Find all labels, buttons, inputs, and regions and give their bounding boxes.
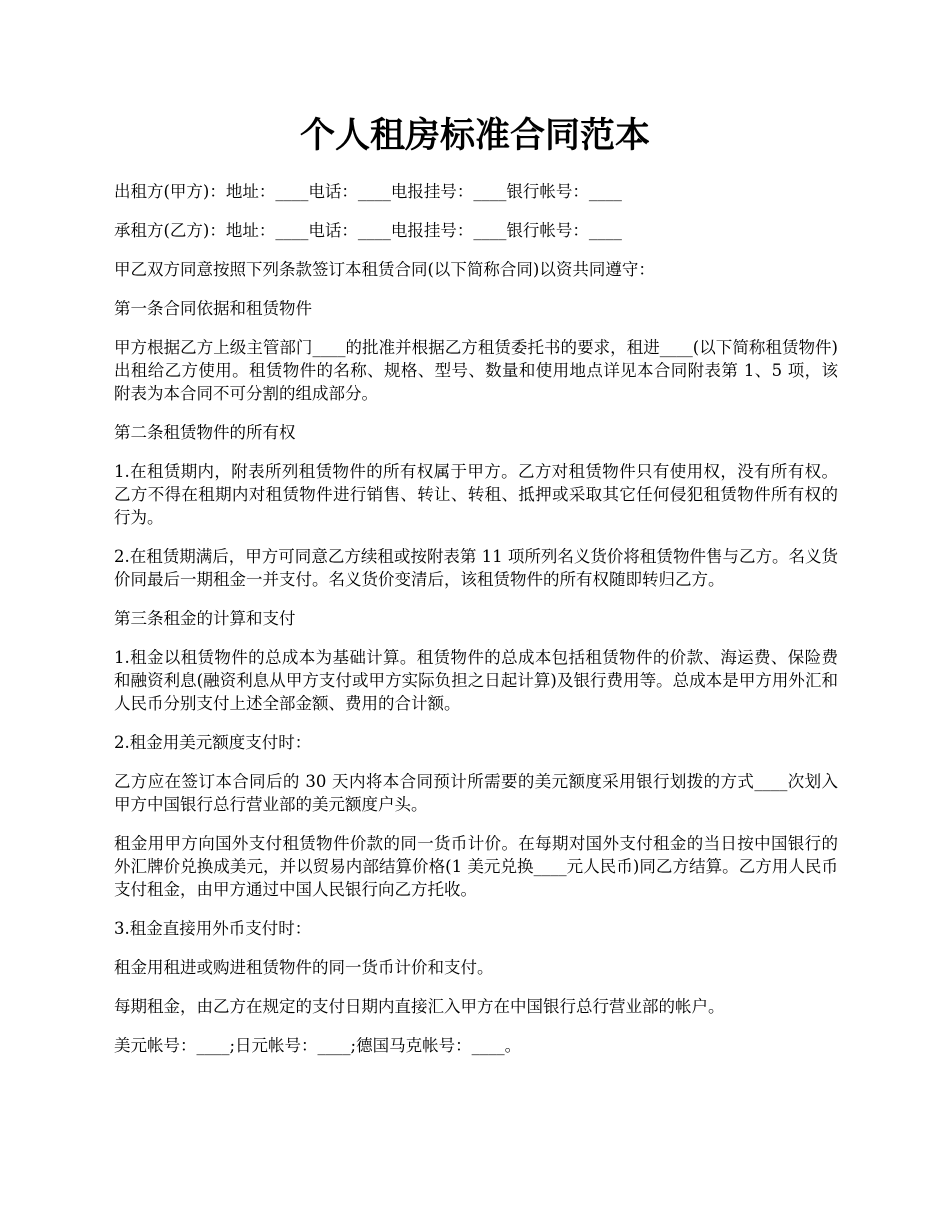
article-1-text: 甲方根据乙方上级主管部门____的批准并根据乙方租赁委托书的要求，租进____(以下简称租赁物件)出租给乙方使用。租赁物件的名称、规格、型号、数量和使用地点详见本合同附表第 1、5 项，该附表为本合同不可分割的组成部分。: [114, 338, 838, 403]
article-1-heading: 第一条合同依据和租赁物件: [114, 299, 312, 318]
article-3-clause-3-detail-2: 每期租金，由乙方在规定的支付日期内直接汇入甲方在中国银行总行营业部的帐户。: [114, 997, 725, 1016]
article-3-clause-3: 3.租金直接用外币支付时：: [114, 919, 312, 938]
article-3-clause-3-detail-1: 租金用租进或购进租赁物件的同一货币计价和支付。: [114, 958, 494, 977]
document-body: [114, 180, 838, 1073]
article-2-heading: 第二条租赁物件的所有权: [114, 423, 296, 442]
article-3-heading: 第三条租金的计算和支付: [114, 609, 296, 628]
party-a-line: 出租方(甲方)：地址：____电话：____电报挂号：____银行帐号：____: [114, 182, 622, 201]
account-numbers-line: 美元帐号：____;日元帐号：____;德国马克帐号：____。: [114, 1036, 522, 1055]
article-2-clause-1: 1.在租赁期内，附表所列租赁物件的所有权属于甲方。乙方对租赁物件只有使用权，没有所有权。乙方不得在租期内对租赁物件进行销售、转让、转租、抵押或采取其它任何侵犯租赁物件所有权的行为。: [114, 462, 838, 527]
document-title: 个人租房标准合同范本: [299, 115, 650, 156]
article-3-clause-2-detail-2: 租金用甲方向国外支付租赁物件价款的同一货币计价。在每期对国外支付租金的当日按中国银行的外汇牌价兑换成美元，并以贸易内部结算价格(1 美元兑换____元人民币)同乙方结算。乙方用人民币支付租金，由甲方通过中国人民银行向乙方托收。: [114, 834, 838, 899]
article-3-clause-1: 1.租金以租赁物件的总成本为基础计算。租赁物件的总成本包括租赁物件的价款、海运费、保险费和融资利息(融资利息从甲方支付或甲方实际负担之日起计算)及银行费用等。总成本是甲方用外汇和人民币分别支付上述全部金额、费用的合计额。: [114, 648, 838, 713]
agreement-intro: 甲乙双方同意按照下列条款签订本租赁合同(以下简称合同)以资共同遵守：: [114, 260, 655, 279]
party-b-line: 承租方(乙方)：地址：____电话：____电报挂号：____银行帐号：____: [114, 221, 622, 240]
article-3-clause-2: 2.租金用美元额度支付时：: [114, 733, 312, 752]
article-3-clause-2-detail-1: 乙方应在签订本合同后的 30 天内将本合同预计所需要的美元额度采用银行划拨的方式____次划入甲方中国银行总行营业部的美元额度户头。: [114, 772, 838, 814]
article-2-clause-2: 2.在租赁期满后，甲方可同意乙方续租或按附表第 11 项所列名义货价将租赁物件售与乙方。名义货价同最后一期租金一并支付。名义货价变清后，该租赁物件的所有权随即转归乙方。: [114, 547, 838, 589]
